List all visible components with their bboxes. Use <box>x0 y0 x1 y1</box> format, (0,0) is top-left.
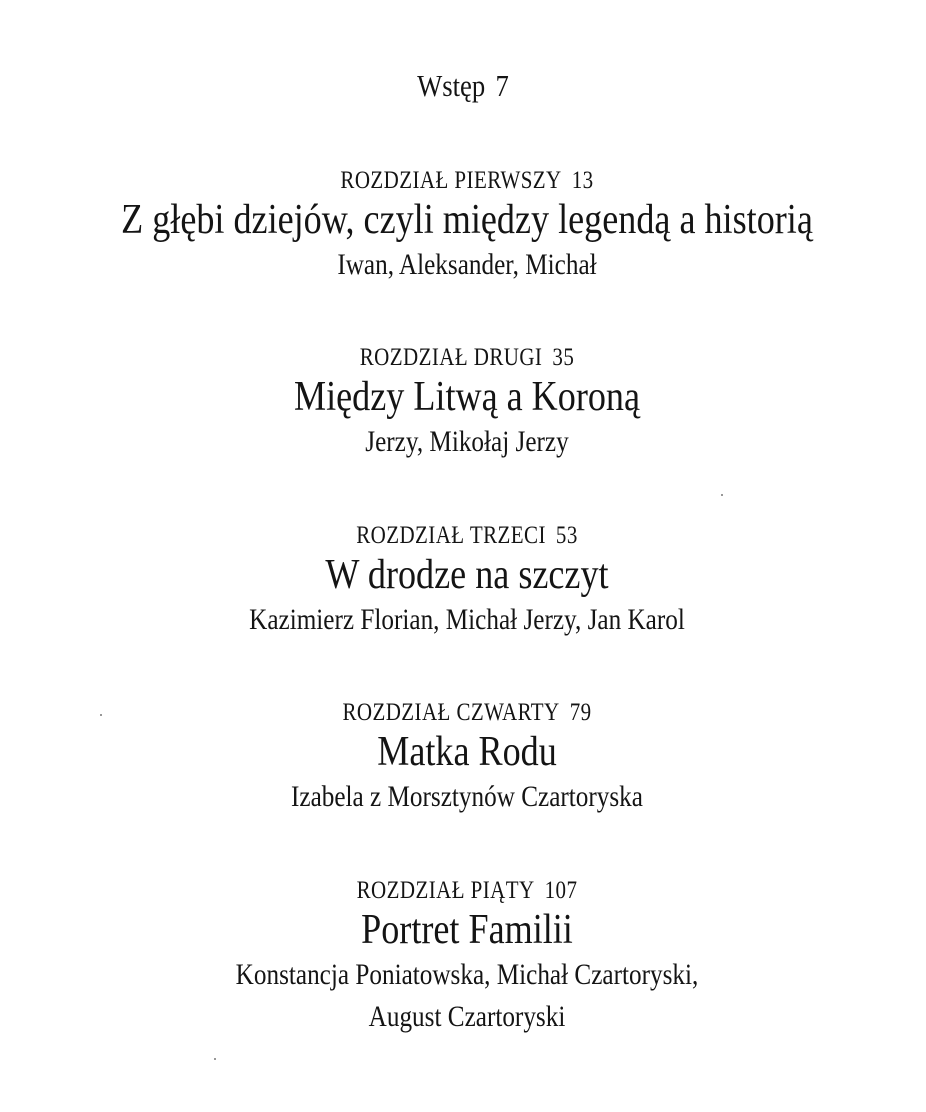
chapter-page-number: 35 <box>552 344 575 371</box>
chapter-title: Matka Rodu <box>377 729 557 775</box>
chapter-persons: Jerzy, Mikołaj Jerzy <box>365 425 569 458</box>
chapter-label <box>81 343 852 373</box>
chapter-persons: Konstancja Poniatowska, Michał Czartoryski, <box>235 958 699 991</box>
intro-entry <box>65 66 861 106</box>
chapter-page-number: 107 <box>544 877 578 904</box>
chapter-title: Portret Familii <box>361 907 573 953</box>
chapter-persons: Kazimierz Florian, Michał Jerzy, Jan Karol <box>249 603 685 636</box>
chapter-title: Z głębi dziejów, czyli między legendą a historią <box>121 197 813 243</box>
scan-speck <box>721 494 723 496</box>
chapter-entry-5 <box>0 876 926 1038</box>
chapter-label <box>81 698 852 728</box>
chapter-title: Między Litwą a Koroną <box>293 374 641 420</box>
chapter-title: W drodze na szczyt <box>325 552 609 598</box>
chapter-entry-3 <box>0 521 926 641</box>
chapter-number-label: ROZDZIAŁ DRUGI <box>359 344 543 371</box>
chapter-page-number: 53 <box>555 522 578 549</box>
chapter-label <box>81 876 852 906</box>
chapter-entry-4 <box>0 698 926 818</box>
chapter-page-number: 79 <box>569 699 592 726</box>
chapter-persons: Iwan, Aleksander, Michał <box>337 248 597 281</box>
chapter-label <box>81 521 852 551</box>
intro-page-number: 7 <box>495 68 509 103</box>
chapter-entry-1 <box>0 166 926 286</box>
chapter-page-number: 13 <box>571 167 594 194</box>
scan-speck <box>214 1058 216 1060</box>
chapter-number-label: ROZDZIAŁ TRZECI <box>356 522 546 549</box>
chapter-number-label: ROZDZIAŁ PIĄTY <box>356 877 535 904</box>
intro-title: Wstęp <box>417 68 486 103</box>
chapter-persons: August Czartoryski <box>368 1000 566 1033</box>
chapter-number-label: ROZDZIAŁ CZWARTY <box>342 699 560 726</box>
scan-speck <box>100 714 102 716</box>
chapter-label <box>81 166 852 196</box>
chapter-entry-2 <box>0 343 926 463</box>
chapter-persons: Izabela z Morsztynów Czartoryska <box>291 780 643 813</box>
chapter-number-label: ROZDZIAŁ PIERWSZY <box>340 167 562 194</box>
